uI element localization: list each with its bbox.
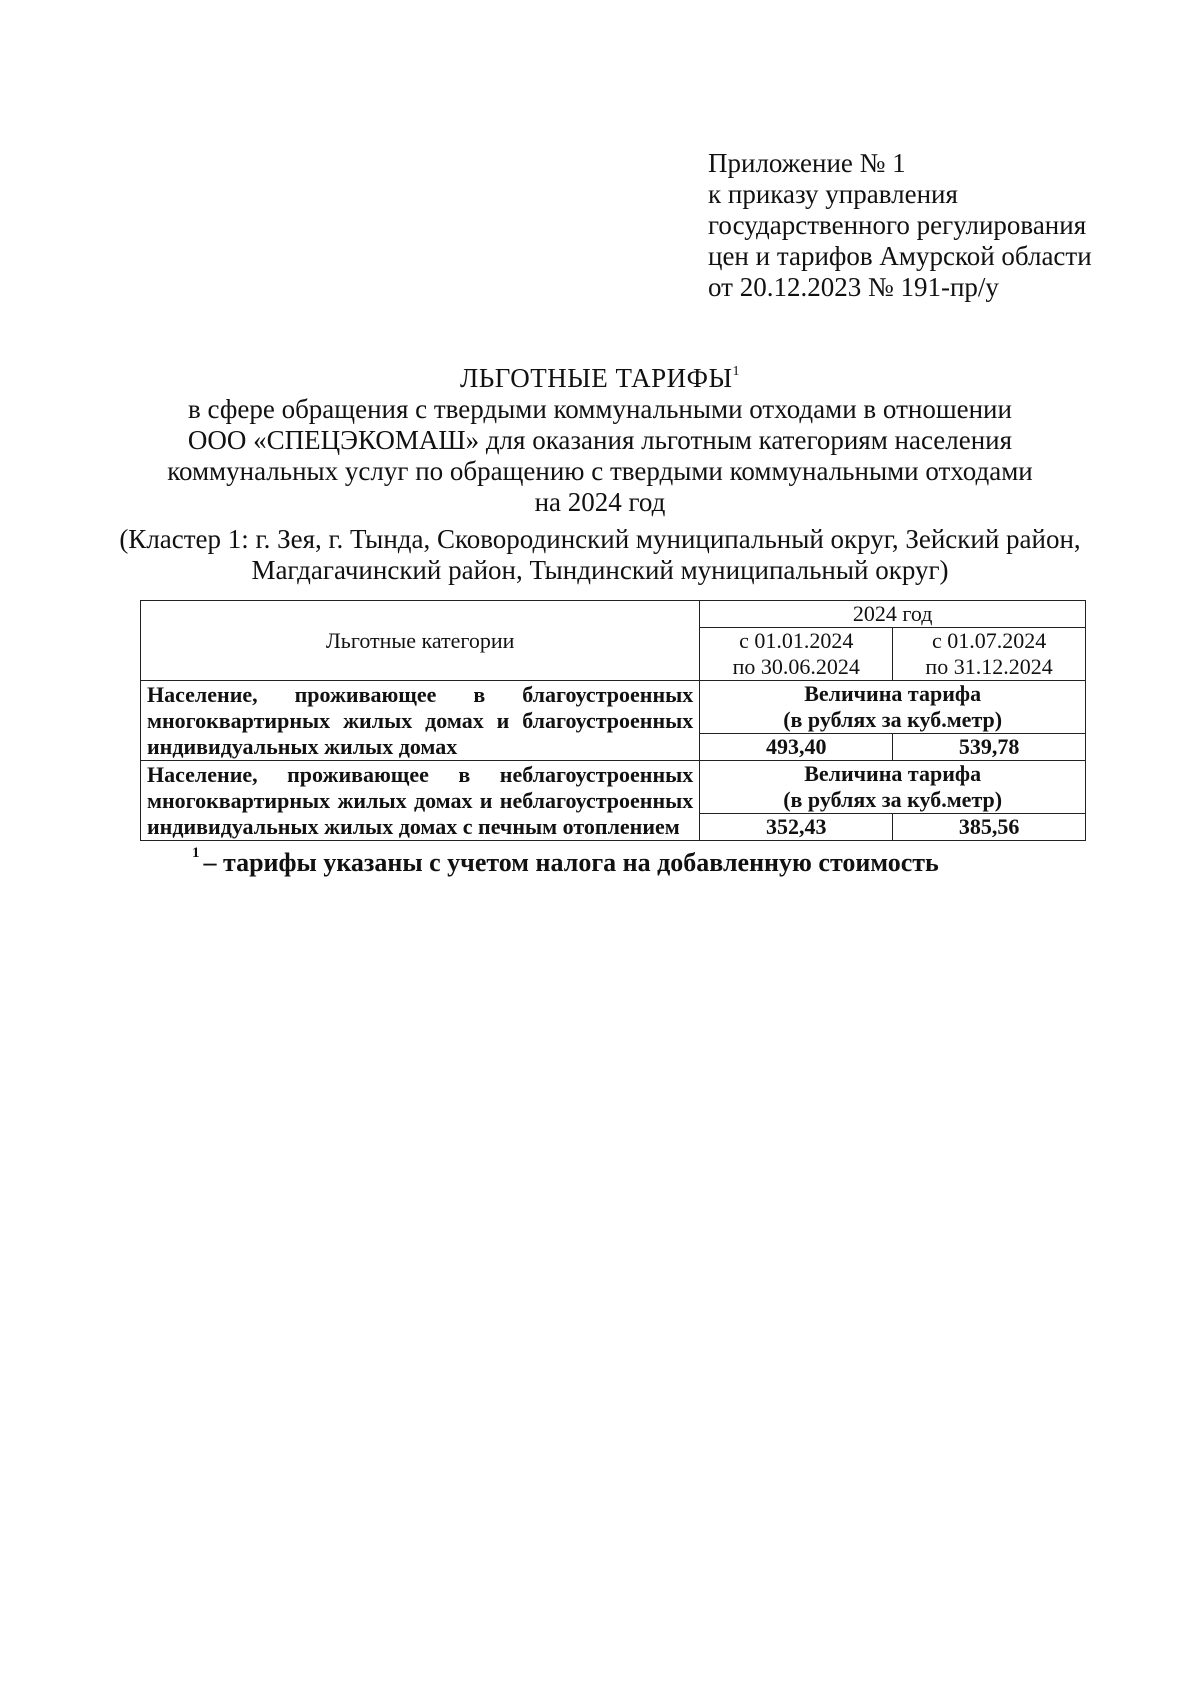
table-row bbox=[141, 761, 1086, 814]
appendix-order-date: от 20.12.2023 № 191-пр/у bbox=[708, 272, 999, 302]
footnote-mark: 1 bbox=[192, 845, 200, 861]
appendix-number: Приложение № 1 bbox=[708, 148, 906, 178]
title-cluster-line-2: Магдагачинский район, Тындинский муниципальный округ) bbox=[251, 555, 949, 585]
period-2-end: по 31.12.2024 bbox=[925, 654, 1053, 679]
row-1-measure bbox=[700, 681, 1086, 734]
row-1-measure-label: Величина тарифа bbox=[804, 681, 982, 706]
row-2-measure bbox=[700, 761, 1086, 814]
row-1-value-period-2: 539,78 bbox=[893, 734, 1086, 761]
title-line-2: в сфере обращения с твердыми коммунальными отходами в отношении bbox=[188, 394, 1012, 424]
row-2-measure-label: Величина тарифа bbox=[804, 761, 982, 786]
title-line-5: на 2024 год bbox=[534, 487, 666, 517]
appendix-authority: государственного регулирования bbox=[708, 210, 1087, 240]
title-cluster-line-1: (Кластер 1: г. Зея, г. Тында, Сковородинский муниципальный округ, Зейский район, bbox=[119, 524, 1081, 554]
row-2-value-period-1: 352,43 bbox=[700, 814, 893, 841]
table-header-row bbox=[141, 601, 1086, 628]
title-main bbox=[110, 363, 1090, 394]
period-2-start: с 01.07.2024 bbox=[931, 628, 1047, 653]
appendix-block bbox=[708, 148, 1168, 303]
document-title bbox=[110, 363, 1090, 586]
title-main-text: ЛЬГОТНЫЕ ТАРИФЫ bbox=[459, 363, 733, 393]
row-2-category: Население, проживающее в неблагоустроенных многоквартирных жилых домах и неблагоустроенных индивидуальных жилых домах с печным отоплением bbox=[141, 761, 700, 841]
header-period-2 bbox=[893, 628, 1086, 681]
header-year: 2024 год bbox=[700, 601, 1086, 628]
row-2-measure-unit: (в рублях за куб.метр) bbox=[783, 787, 1003, 812]
appendix-authority-region: цен и тарифов Амурской области bbox=[708, 241, 1092, 271]
period-1-end: по 30.06.2024 bbox=[732, 654, 860, 679]
footnote bbox=[192, 845, 939, 878]
footnote-text: – тарифы указаны с учетом налога на добавленную стоимость bbox=[203, 848, 939, 877]
title-line-4: коммунальных услуг по обращению с твердыми коммунальными отходами bbox=[167, 456, 1033, 486]
period-1-start: с 01.01.2024 bbox=[739, 628, 854, 653]
table-row bbox=[141, 681, 1086, 734]
header-period-1 bbox=[700, 628, 893, 681]
row-1-category: Население, проживающее в благоустроенных многоквартирных жилых домах и благоустроенных индивидуальных жилых домах bbox=[141, 681, 700, 761]
appendix-order-ref: к приказу управления bbox=[708, 179, 958, 209]
title-footnote-mark: 1 bbox=[732, 364, 741, 379]
row-1-value-period-1: 493,40 bbox=[700, 734, 893, 761]
title-line-3: ООО «СПЕЦЭКОМАШ» для оказания льготным категориям населения bbox=[187, 425, 1013, 455]
header-category: Льготные категории bbox=[141, 601, 700, 681]
row-2-value-period-2: 385,56 bbox=[893, 814, 1086, 841]
tariffs-table bbox=[140, 600, 1086, 841]
row-1-measure-unit: (в рублях за куб.метр) bbox=[783, 707, 1003, 732]
